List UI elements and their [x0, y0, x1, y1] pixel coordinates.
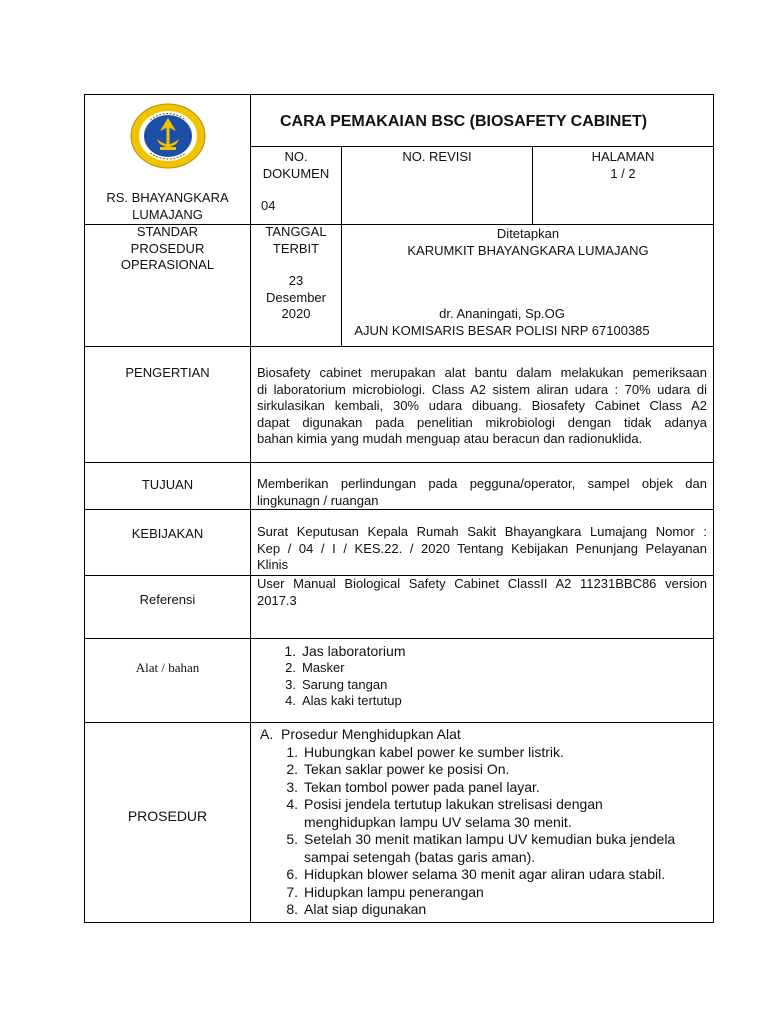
- document-title: CARA PEMAKAIAN BSC (BIOSAFETY CABINET): [280, 113, 648, 130]
- prosedur-label: PROSEDUR: [127, 808, 208, 824]
- no-dokumen-label: NO. DOKUMEN: [262, 149, 330, 181]
- list-item: 5. Setelah 30 menit matikan lampu UV kemudian buka jendela sampai setengah (batas garis aman).: [286, 831, 676, 865]
- table-border: [84, 638, 714, 639]
- tujuan-text: Memberikan perlindungan pada pegguna/operator, sampel objek dan lingkunagn / ruangan: [257, 476, 707, 508]
- spo-label: STANDAR PROSEDUR OPERASIONAL: [120, 224, 215, 272]
- no-revisi-label: NO. REVISI: [402, 149, 472, 164]
- table-border: [532, 146, 533, 225]
- table-border: [84, 462, 714, 463]
- table-border: [250, 146, 714, 147]
- list-item: 4. Alas kaki tertutup: [285, 693, 402, 708]
- hospital-name: RS. BHAYANGKARA LUMAJANG: [106, 190, 229, 222]
- tanggal-terbit-value: 23 Desember 2020: [266, 273, 326, 321]
- table-border: [84, 509, 714, 510]
- prosedur-heading: A. Prosedur Menghidupkan Alat: [260, 726, 461, 742]
- no-dokumen-value: 04: [261, 198, 276, 213]
- table-border: [84, 922, 714, 923]
- list-item: 1. Hubungkan kabel power ke sumber listrik.: [286, 743, 564, 760]
- referensi-text: User Manual Biological Safety Cabinet ClassII A2 11231BBC86 version 2017.3: [257, 576, 707, 608]
- prosedur-steps: [280, 744, 675, 919]
- halaman: HALAMAN 1 / 2: [591, 149, 655, 181]
- table-border: [713, 94, 714, 923]
- table-border: [250, 94, 251, 923]
- list-item: 7. Hidupkan lampu penerangan: [286, 883, 484, 900]
- pengertian-text: Biosafety cabinet merupakan alat bantu dalam melakukan pemeriksaan di laboratorium microbiologi. Class A2 sistem aliran udara : 70% udara di sirkulasikan kembali, 30% udara dibuang. Biosafety Cabinet Class A2 dapat digunakan pada penelitian mikrobiologi dengan tidak adanya bahan kimia yang mudah menguap atau beracun dan radionuklida.: [257, 365, 707, 446]
- table-border: [84, 94, 714, 95]
- kebijakan-label: KEBIJAKAN: [131, 526, 204, 541]
- tanggal-terbit-label: TANGGAL TERBIT: [265, 224, 327, 256]
- tujuan-label: TUJUAN: [141, 477, 194, 492]
- alat-bahan-list: [278, 643, 406, 710]
- list-item: 8. Alat siap digunakan: [286, 901, 427, 917]
- signer-block: dr. Ananingati, Sp.OG AJUN KOMISARIS BESAR POLISI NRP 67100385: [354, 306, 650, 338]
- list-item: 3. Sarung tangan: [285, 676, 388, 692]
- list-item: 1. Jas laboratorium: [284, 643, 406, 659]
- list-item: 3. Tekan tombol power pada panel layar.: [286, 778, 540, 795]
- alat-bahan-label: Alat / bahan: [135, 660, 200, 675]
- kebijakan-text: Surat Keputusan Kepala Rumah Sakit Bhayangkara Lumajang Nomor : Kep / 04 / I / KES.22. / 2020 Tentang Kebijakan Penunjang Pelayanan Klinis: [257, 524, 707, 572]
- hospital-logo: [130, 103, 206, 169]
- list-item: 2. Masker: [285, 660, 345, 675]
- referensi-label: Referensi: [139, 592, 196, 607]
- list-item: 2. Tekan saklar power ke posisi On.: [286, 761, 510, 777]
- list-item: 6. Hidupkan blower selama 30 menit agar aliran udara stabil.: [286, 866, 666, 882]
- list-item: 4. Posisi jendela tertutup lakukan strelisasi dengan menghidupkan lampu UV selama 30 menit.: [286, 796, 603, 830]
- ditetapkan-label: Ditetapkan KARUMKIT BHAYANGKARA LUMAJANG: [407, 226, 649, 258]
- table-border: [84, 722, 714, 723]
- police-hospital-emblem-icon: [130, 103, 206, 169]
- table-border: [84, 94, 85, 923]
- table-border: [84, 346, 714, 347]
- table-border: [341, 146, 342, 346]
- pengertian-label: PENGERTIAN: [125, 365, 210, 380]
